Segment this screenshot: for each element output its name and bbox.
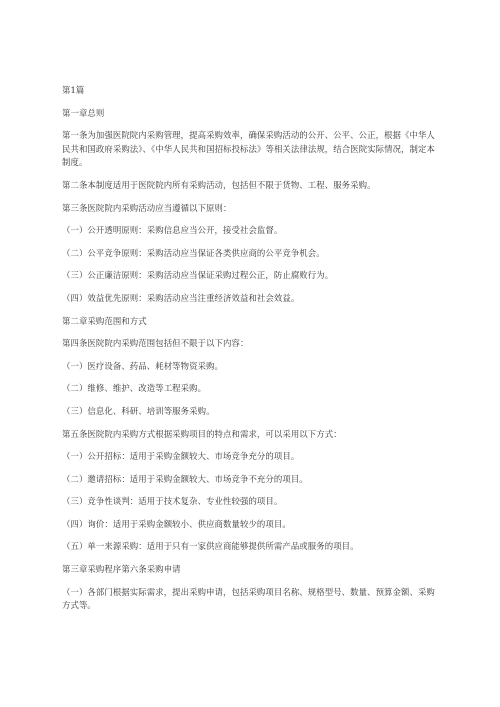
list-item: （三）竞争性谈判：适用于技术复杂、专业性较强的项目。 [62, 496, 283, 507]
list-item: （一）医疗设备、药品、耗材等物资采购。 [62, 360, 224, 371]
article-paragraph: 第一条为加强医院院内采购管理，提高采购效率，确保采购活动的公开、公平、公正，根据《中华人民共和国政府采购法》、《中华人民共和国招标投标法》等相关法律法规，结合医院实际情况，制定本制度。 [62, 130, 435, 168]
chapter-heading: 第一章总则 [62, 107, 105, 118]
article-paragraph: 第三条医院院内采购活动应当遵循以下原则： [62, 202, 232, 213]
list-item: （一）各部门根据实际需求，提出采购申请，包括采购项目名称、规格型号、数量、预算金额、采购方式等。 [62, 586, 435, 611]
list-item: （四）询价：适用于采购金额较小、供应商数量较少的项目。 [62, 518, 291, 529]
list-item: （二）邀请招标：适用于采购金额较大、市场竞争不充分的项目。 [62, 473, 308, 484]
list-item: （三）信息化、科研、培训等服务采购。 [62, 405, 215, 416]
article-paragraph: 第二条本制度适用于医院院内所有采购活动，包括但不限于货物、工程、服务采购。 [62, 179, 376, 190]
document-page [62, 84, 442, 622]
list-item: （四）效益优先原则：采购活动应当注重经济效益和社会效益。 [62, 292, 300, 303]
list-item: （二）维修、维护、改造等工程采购。 [62, 383, 207, 394]
list-item: （一）公开透明原则：采购信息应当公开，接受社会监督。 [62, 225, 283, 236]
chapter-heading: 第三章采购程序第六条采购申请 [62, 564, 181, 575]
list-item: （三）公正廉洁原则：采购活动应当保证采购过程公正，防止腐败行为。 [62, 270, 334, 281]
list-item: （二）公平竞争原则：采购活动应当保证各类供应商的公平竞争机会。 [62, 247, 325, 258]
chapter-heading: 第二章采购范围和方式 [62, 315, 147, 326]
article-paragraph: 第五条医院院内采购方式根据采购项目的特点和需求，可以采用以下方式： [62, 428, 342, 439]
section-number: 第1篇 [62, 85, 85, 95]
article-paragraph: 第四条医院院内采购范围包括但不限于以下内容： [62, 338, 249, 349]
list-item: （五）单一来源采购：适用于只有一家供应商能够提供所需产品或服务的项目。 [62, 541, 359, 552]
list-item: （一）公开招标：适用于采购金额较大、市场竞争充分的项目。 [62, 451, 300, 462]
